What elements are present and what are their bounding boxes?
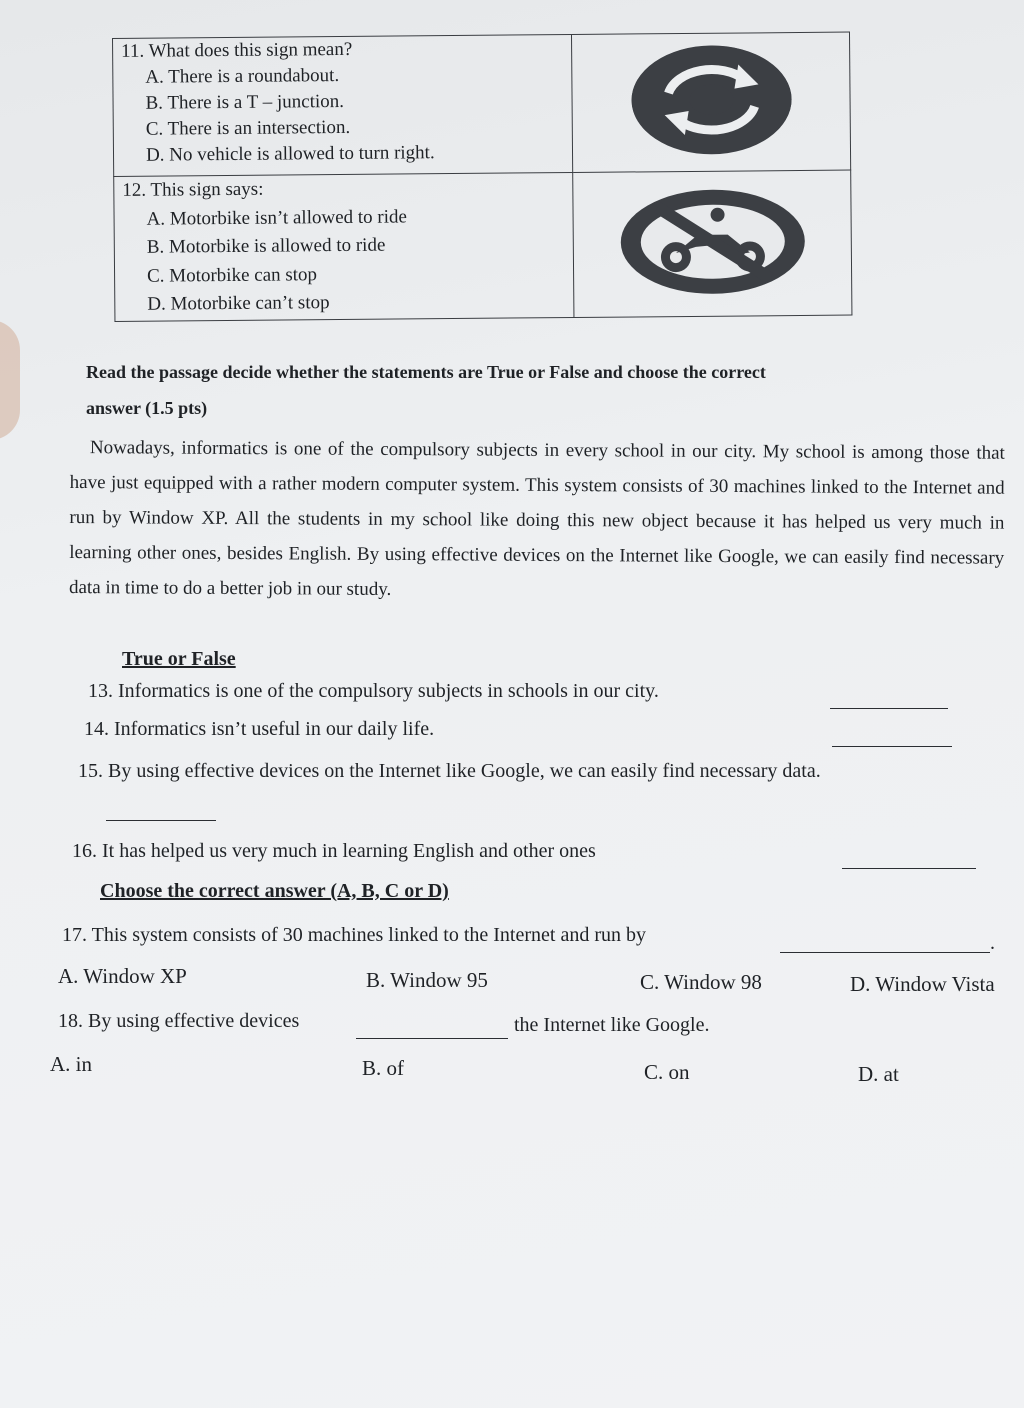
multiple-choice-title: Choose the correct answer (A, B, C or D) — [100, 880, 449, 902]
true-false-title: True or False — [122, 648, 236, 670]
question-18-blank[interactable] — [356, 1038, 508, 1039]
question-12-cell — [114, 173, 574, 322]
no-motorbike-sign-icon — [617, 186, 808, 298]
question-18-option-c[interactable]: C. on — [644, 1060, 690, 1084]
question-16: 16. It has helped us very much in learning English and other ones — [72, 840, 596, 862]
reading-title-line2: answer (1.5 pts) — [86, 398, 208, 418]
question-11-row — [113, 32, 851, 177]
question-11-option-d: D. No vehicle is allowed to turn right. — [145, 142, 435, 166]
question-12-option-c: C. Motorbike can stop — [146, 264, 318, 287]
question-11-option-a: A. There is a roundabout. — [145, 65, 340, 88]
question-12-text: 12. This sign says: — [122, 179, 264, 202]
roundabout-sign-icon — [626, 44, 797, 155]
question-18-start: 18. By using effective devices — [58, 1010, 300, 1032]
question-12-option-a: A. Motorbike isn’t allowed to ride — [146, 206, 408, 230]
question-13-blank[interactable] — [830, 708, 948, 709]
sign-questions-table — [112, 32, 852, 322]
question-16-blank[interactable] — [842, 868, 976, 869]
question-15-blank[interactable] — [106, 820, 216, 821]
question-17-end: . — [990, 932, 995, 954]
question-11-cell — [113, 34, 573, 176]
question-11-text: 11. What does this sign mean? — [121, 38, 353, 62]
reading-passage: Nowadays, informatics is one of the compulsory subjects in every school in our city. My school is among those that have just equipped with a rather modern computer system. This system consists of 30 machines linked to the Internet and run by Window XP. All the students in my school like doing this new object because it has helped us very much in learning other ones, besides English. By using effective devices on the Internet like Google, we can easily find necessary data in time to do a better job in our study. — [68, 437, 1005, 600]
question-17-option-c[interactable]: C. Window 98 — [640, 970, 762, 994]
question-17: 17. This system consists of 30 machines linked to the Internet and run by — [62, 924, 646, 946]
question-18-option-b[interactable]: B. of — [362, 1056, 404, 1080]
question-14: 14. Informatics isn’t useful in our daily life. — [84, 718, 435, 740]
question-17-option-a[interactable]: A. Window XP — [58, 964, 187, 988]
question-18-option-a[interactable]: A. in — [50, 1052, 92, 1076]
question-17-option-d[interactable]: D. Window Vista — [850, 972, 995, 996]
thumb — [0, 320, 20, 440]
question-11-option-b: B. There is a T – junction. — [145, 90, 345, 114]
question-13: 13. Informatics is one of the compulsory subjects in schools in our city. — [88, 680, 659, 702]
question-12-option-d: D. Motorbike can’t stop — [147, 292, 330, 316]
question-17-option-b[interactable]: B. Window 95 — [366, 968, 488, 992]
reading-title-line1: Read the passage decide whether the statements are True or False and choose the correct — [86, 362, 766, 382]
question-18-option-d[interactable]: D. at — [858, 1062, 899, 1086]
question-12-row — [114, 171, 852, 322]
question-15: 15. By using effective devices on the Internet like Google, we can easily find necessary data. — [78, 760, 821, 782]
question-11-sign-cell — [571, 32, 850, 173]
question-12-sign-cell — [573, 171, 852, 318]
question-18-end: the Internet like Google. — [514, 1014, 710, 1036]
question-14-blank[interactable] — [832, 746, 952, 747]
question-12-option-b: B. Motorbike is allowed to ride — [146, 235, 386, 259]
question-17-blank[interactable] — [780, 952, 990, 953]
question-11-option-c: C. There is an intersection. — [145, 116, 351, 140]
